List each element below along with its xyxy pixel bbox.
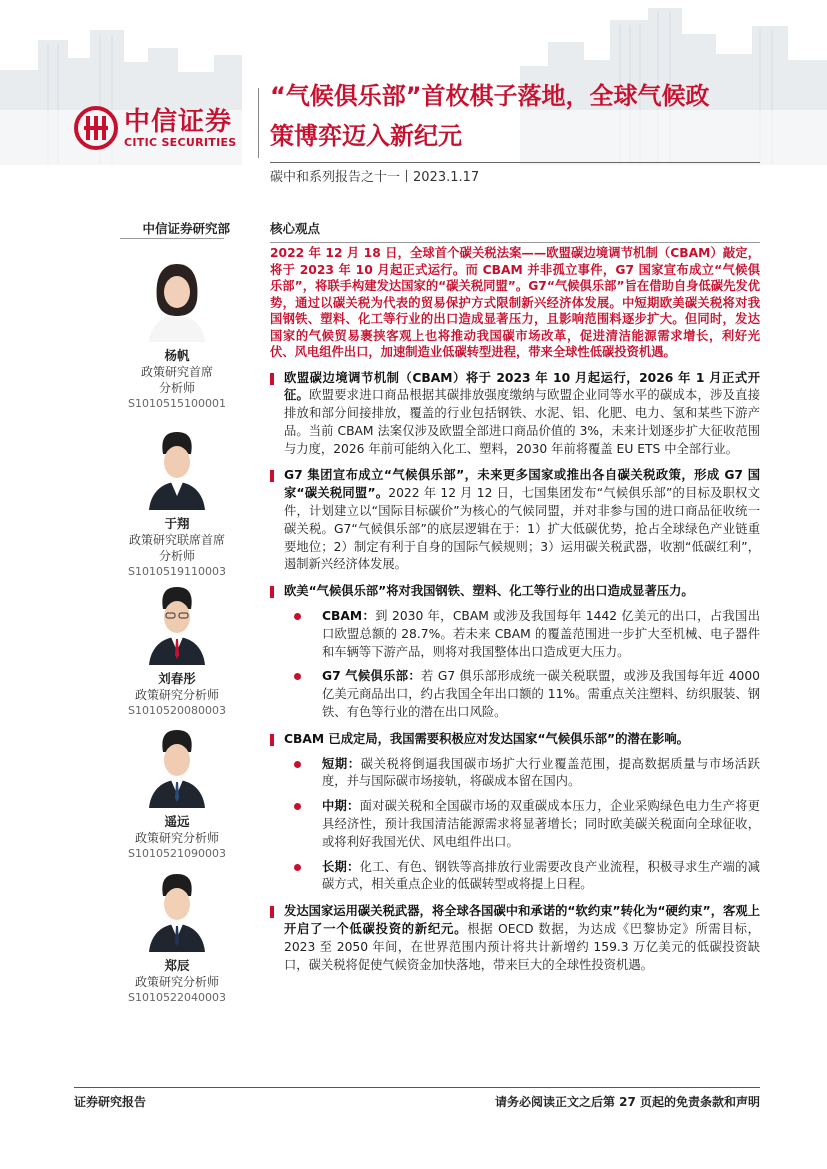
section-lead: CBAM 已成定局，我国需要积极应对发达国家“气候俱乐部”的潜在影响。: [284, 731, 689, 746]
analyst-photo-avatar: [137, 718, 217, 808]
bullet-dot-icon: [294, 803, 301, 810]
citic-logo-mark-icon: [74, 106, 118, 150]
analyst-photo-avatar: [137, 420, 217, 510]
list-item: [270, 756, 760, 792]
analyst-role: 政策研究联席首席: [128, 533, 225, 547]
report-title-line2: 策博弈迈入新纪元: [270, 122, 462, 150]
analyst-name: 郑辰: [164, 958, 190, 973]
bullet-dot-icon: [294, 761, 301, 768]
title-rule: [270, 162, 760, 163]
bullet-label: 中期：: [322, 799, 360, 814]
section-body: 2022 年 12 月 12 日，七国集团发布“气候俱乐部”的目标及职权文件，计划建立以“国际目标碳价”为核心的气候同盟，并对非参与国的进口商品征收统一碳关税。G7“气候俱乐部”的底层逻辑在于：1）扩大低碳优势，抢占全球绿色产业链重要地位；2）制定有利于自身的国际气候规则；3）运用碳关税武器，收割“低碳红利”，遏制新兴经济体发展。: [284, 486, 760, 572]
analyst-card: [118, 420, 236, 580]
report-title-line1: “气候俱乐部”首枚棋子落地，全球气候政: [270, 82, 710, 110]
logo-chinese-name: 中信证券: [124, 106, 233, 137]
section-body: 欧盟要求进口商品根据其碳排放强度缴纳与欧盟企业同等水平的碳成本，涉及直接排放和部分间接排放，覆盖的行业包括钢铁、水泥、铝、化肥、电力、氢和某些下游产品。当前 CBAM 法案仅涉及欧盟全部进口商品价值的 3%，未来计划逐步扩大征收范围与力度，2026 年前可能纳入化工、塑料，2030 年前将覆盖 EU ETS 中全部行业。: [284, 388, 760, 456]
analyst-role-line2: 分析师: [158, 381, 195, 395]
bullet-text: 到 2030 年，CBAM 或涉及我国每年 1442 亿美元的出口，占我国出口欧盟总额的 28.7%。若未来 CBAM 的覆盖范围进一步扩大至机械、电子器件和车辆等下游产品，则将对我国整体出口造成更大压力。: [322, 609, 760, 659]
analyst-photo-avatar: [137, 252, 217, 342]
section-response: [270, 731, 760, 749]
header-divider: [258, 88, 259, 158]
footer-report-type: 证券研究报告: [74, 1095, 147, 1109]
bullet-text: 若 G7 俱乐部形成统一碳关税联盟，或涉及我国每年近 4000 亿美元商品出口，约占我国全年出口额的 11%。需重点关注塑料、纺织服装、钢铁、有色等行业的潜在出口风险。: [322, 669, 760, 720]
bullet-label: 长期：: [322, 859, 360, 874]
section-lead: 发达国家运用碳关税武器，将全球各国碳中和承诺的“软约束”转化为“硬约束”，客观上开启了一个低碳投资的新纪元。: [284, 904, 760, 937]
analyst-name: 杨帆: [164, 348, 190, 363]
bullet-text: 化工、有色、钢铁等高排放行业需要改良产业流程，积极寻求生产端的减碳方式，相关重点企业的低碳转型或将提上日程。: [322, 859, 760, 892]
analyst-name: 于翔: [164, 516, 190, 531]
core-views-section: [270, 219, 760, 974]
analyst-card: [118, 575, 236, 719]
analyst-license-id: S1010519110003: [128, 565, 226, 578]
footer-disclaimer: 请务必阅读正文之后第 27 页起的免责条款和声明: [494, 1095, 760, 1109]
logo-english-name: CITIC SECURITIES: [124, 135, 237, 149]
section-body: 根据 OECD 数据，为达成《巴黎协定》所需目标，2023 至 2050 年间，在世界范围内预计将共计新增约 159.3 万亿美元的低碳投资缺口，碳关税将促使气候资金加快落地，带来巨大的全球性投资机遇。: [284, 922, 760, 972]
bullet-label: CBAM：: [322, 609, 376, 624]
section-lead: G7 集团宣布成立“气候俱乐部”，未来更多国家或推出各自碳关税政策，形成 G7 国家“碳关税同盟”。: [284, 468, 760, 501]
report-title: [270, 76, 770, 156]
bullet-dot-icon: [294, 864, 301, 871]
list-item: [270, 859, 760, 895]
analyst-card: [118, 862, 236, 1006]
analyst-license-id: S1010521090003: [128, 847, 226, 860]
analyst-role: 政策研究首席: [140, 365, 213, 379]
analyst-license-id: S1010522040003: [128, 991, 226, 1004]
section-lead: 欧美“气候俱乐部”将对我国钢铁、塑料、化工等行业的出口造成显著压力。: [284, 584, 694, 599]
list-item: [270, 608, 760, 661]
bullet-text: 面对碳关税和全国碳市场的双重碳成本压力，企业采购绿色电力生产将更具经济性，预计我国清洁能源需求将显著增长；同时欧美碳关税面向全球征收，或将利好我国光伏、风电组件出口。: [322, 799, 760, 849]
analyst-name: 遥远: [164, 814, 190, 829]
analyst-photo-avatar: [137, 862, 217, 952]
bullet-label: 短期：: [322, 756, 361, 771]
summary-paragraph: 2022 年 12 月 18 日，全球首个碳关税法案——欧盟碳边境调节机制（CBAM）敲定，将于 2023 年 10 月起正式运行。而 CBAM 并非孤立事件，G7 国家宣布成立“气候俱乐部”，将联手构建发达国家的“碳关税同盟”。G7“气候俱乐部”旨在借助自身低碳先发优势，通过以碳关税为代表的贸易保护方式限制新兴经济体发展。中短期欧美碳关税将对我国钢铁、塑料、化工等行业的出口造成显著压力，且影响范围料逐步扩大。但同时，发达国家的气候贸易裹挟客观上也将推动我国碳市场改革，促进清洁能源需求增长，利好光伏、风电组件出口，加速制造业低碳转型进程，带来全球性低碳投资机遇。: [270, 246, 760, 359]
analyst-role: 政策研究分析师: [134, 975, 219, 989]
analyst-card: [118, 718, 236, 862]
analyst-role: 政策研究分析师: [134, 688, 219, 702]
list-item: [270, 798, 760, 851]
citic-logo: [74, 106, 237, 150]
bullet-dot-icon: [294, 613, 301, 620]
research-dept-heading: 中信证券研究部: [142, 221, 230, 236]
section-export-pressure: [270, 583, 760, 601]
list-item: [270, 668, 760, 721]
bullet-label: G7 气候俱乐部：: [322, 669, 421, 684]
bullet-dot-icon: [294, 673, 301, 680]
section-g7-club: [270, 467, 760, 574]
analyst-card: [118, 252, 236, 412]
analyst-role-line2: 分析师: [158, 549, 195, 563]
report-subtitle: 碳中和系列报告之十一丨2023.1.17: [270, 170, 480, 185]
analyst-license-id: S1010520080003: [128, 704, 226, 717]
analyst-name: 刘春彤: [158, 671, 196, 686]
analyst-photo-avatar: [137, 575, 217, 665]
section-cbam: [270, 370, 760, 459]
core-views-rule: [270, 242, 760, 243]
analyst-role: 政策研究分析师: [134, 831, 219, 845]
sidebar-rule: [120, 238, 224, 239]
analyst-license-id: S1010515100001: [128, 397, 226, 410]
core-views-heading: 核心观点: [270, 221, 321, 236]
section-low-carbon-investment: [270, 903, 760, 974]
section-lead: 欧盟碳边境调节机制（CBAM）将于 2023 年 10 月起运行，2026 年 1 月正式开征。: [284, 370, 760, 403]
footer-rule: [74, 1087, 760, 1088]
bullet-text: 碳关税将倒逼我国碳市场扩大行业覆盖范围，提高数据质量与市场活跃度，并与国际碳市场接轨，将碳成本留在国内。: [322, 756, 760, 789]
